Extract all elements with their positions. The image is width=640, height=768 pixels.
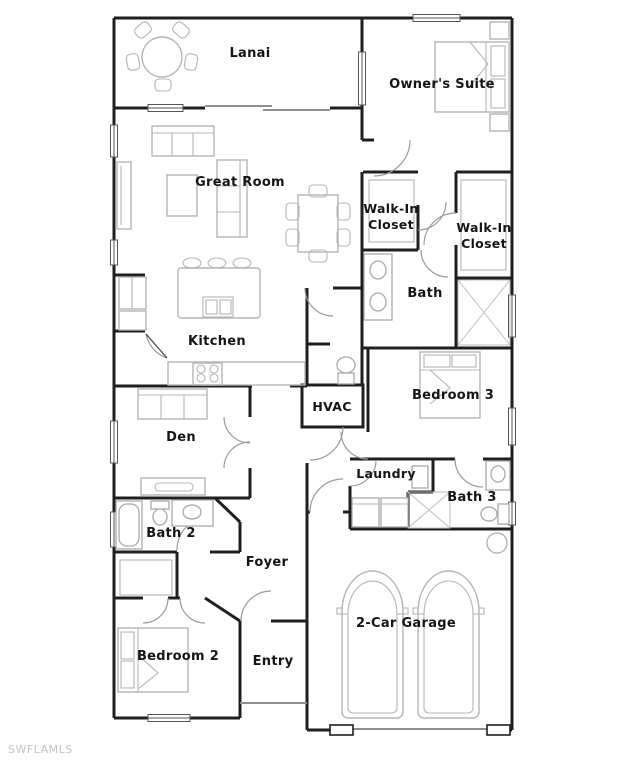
- dining-table: [298, 195, 338, 252]
- patio-table: [142, 37, 182, 77]
- sink: [183, 505, 201, 519]
- pillow: [491, 46, 505, 76]
- watermark-text: SWFLAMLS: [8, 743, 73, 756]
- room-label-bath2: Bath 2: [146, 526, 196, 541]
- car: [413, 571, 484, 718]
- pillow: [121, 632, 134, 659]
- room-label-foyer: Foyer: [245, 555, 289, 570]
- den-sofa: [138, 389, 207, 419]
- bedroom3-furniture: [420, 352, 480, 418]
- pillow: [121, 661, 134, 688]
- room-label-walk-in-closet-left-1: Walk-In: [363, 201, 419, 216]
- room-label-den: Den: [166, 430, 196, 445]
- great-room-furniture: [117, 126, 350, 262]
- bath2-fixtures: [116, 500, 213, 549]
- cabinet: [119, 311, 146, 330]
- room-label-walk-in-closet-right-2: Closet: [461, 236, 507, 251]
- garage-door: [330, 725, 510, 735]
- pillow: [424, 355, 450, 367]
- sink: [370, 261, 386, 279]
- bar-stool: [233, 258, 251, 268]
- water-heater: [487, 533, 507, 553]
- sofa: [152, 126, 214, 156]
- bar-stool: [208, 258, 226, 268]
- patio-chairs: [126, 20, 199, 91]
- room-label-kitchen: Kitchen: [188, 334, 246, 349]
- nightstand: [490, 22, 509, 39]
- room-label-entry: Entry: [252, 654, 294, 669]
- room-label-great-room: Great Room: [195, 175, 285, 190]
- console-table: [141, 478, 205, 495]
- room-label-bath3: Bath 3: [447, 490, 497, 505]
- room-label-hvac: HVAC: [312, 399, 352, 414]
- kitchen-island: [178, 268, 260, 318]
- bar-stool: [183, 258, 201, 268]
- washer: [352, 498, 379, 527]
- sliding-glass-door: [205, 106, 330, 110]
- toilet: [153, 509, 167, 525]
- room-label-bedroom2: Bedroom 2: [136, 649, 220, 664]
- counter: [168, 362, 305, 385]
- room-label-laundry: Laundry: [356, 466, 416, 481]
- loveseat: [217, 160, 247, 237]
- dryer: [381, 498, 408, 527]
- room-label-bath: Bath: [407, 286, 443, 301]
- nightstand: [490, 114, 509, 131]
- sink: [370, 293, 386, 311]
- room-label-walk-in-closet-left-2: Closet: [368, 217, 414, 232]
- room-label-bedroom3: Bedroom 3: [411, 388, 495, 403]
- media-console: [117, 162, 131, 229]
- toilet: [481, 507, 497, 521]
- car: [337, 571, 408, 718]
- lanai-furniture: [126, 20, 199, 91]
- toilet-tank: [151, 501, 169, 509]
- room-label-garage: 2-Car Garage: [355, 616, 457, 631]
- coffee-table: [167, 175, 197, 216]
- pillow: [452, 355, 476, 367]
- room-label-walk-in-closet-right-1: Walk-In: [456, 220, 512, 235]
- kitchen-furniture: [119, 258, 305, 385]
- sink: [491, 466, 505, 482]
- dining-chairs: [286, 185, 350, 262]
- pantry-door: [146, 334, 167, 358]
- door-arcs: [143, 140, 483, 623]
- room-label-owners-suite: Owner's Suite: [389, 77, 495, 92]
- room-label-lanai: Lanai: [229, 46, 271, 61]
- toilet: [337, 357, 355, 373]
